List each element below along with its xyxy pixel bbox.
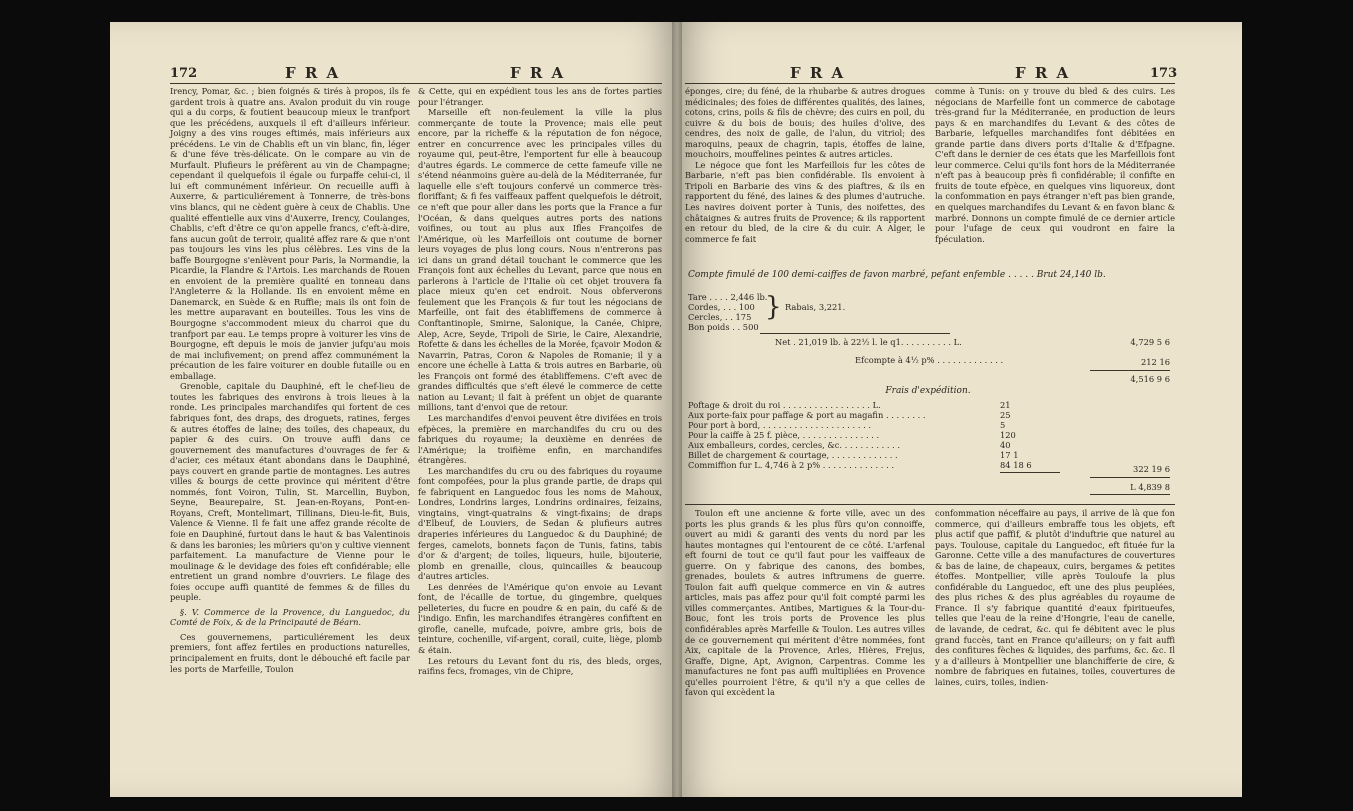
frais-row: Aux porte-faix pour paffage & port au magafin . . . . . . . . — [688, 410, 926, 420]
left-running-head-2: F R A — [510, 64, 566, 82]
escompte-line: Efcompte à 4½ p% . . . . . . . . . . . . . — [855, 355, 1004, 365]
paragraph-marchandises-envoi: Les marchandifes d'envoi peuvent être divifées en trois efpèces, la première en marchandifes du cru ou des fabriques du royaume; la deuxième en denrées de l'Amérique; la troifième enfin, en marchandifes étrangères. — [418, 412, 662, 466]
right-running-head-2: F R A — [1015, 64, 1071, 82]
paragraph-cru-fabriques: Les marchandifes du cru ou des fabriques du royaume font compofées, pour la plus grande partie, de draps qui fe fabriquent en Languedoc fous les noms de Mahoux, Londres, Londrins larges, Londrins ordinaires, feizains, vingtains, vingt-quatrains & vingt-fixains; de draps d'Elbeuf, de Louviers, de Sedan & plufieurs autres draperies inférieures du Languedoc & du Dauphiné; de ferges, camelots, bonnets façon de Tunis, fatins, tabis d'or & d'argent; de toiles, liqueurs, huile, bijouterie, plomb en grenaille, clous, quincailles & beaucoup d'autres articles. — [418, 465, 662, 582]
paragraph-gouvernemens: Ces gouvernemens, particuliérement les deux premiers, font affez fertiles en productions naturelles, principalement en fruits, dont le débouché eft facile par les ports de Marfeille, Toulon — [170, 631, 410, 674]
brace-symbol: } — [765, 292, 782, 322]
frais-row: Poftage & droit du roi . . . . . . . . . . . . . . . . . L. — [688, 400, 881, 410]
right-column-1-top — [685, 86, 925, 286]
grand-total: L 4,839 8 — [1130, 482, 1170, 492]
net-amount: 4,729 5 6 — [1130, 337, 1170, 347]
paragraph-denrees-amerique: Les denrées de l'Amérique qu'on envoie au Levant font, de l'écaille de tortue, du gingembre, quelques pelleteries, du fucre en poudre & en pain, du café & de l'indigo. Enfin, les marchandifes étrangères confiftent en girofle, canelle, mufcade, poivre, ambre gris, bois de teinture, cochenille, vif-argent, corail, cuite, liège, plomb & étain. — [418, 581, 662, 655]
net-rule — [760, 333, 950, 334]
right-page-number: 173 — [1150, 66, 1178, 81]
paragraph-eponges: éponges, cire; du féné, de la rhubarbe & autres drogues médicinales; des foies de différentes qualités, des laines, cotons, crins, poils & fils de chèvre; des cuirs en poil, du cuivre & du bois de bouis; des huiles d'olive, des cendres, des noix de galle, de l'alun, du vitriol; des maroquins, peaux de chagrin, tapis, étoffes de laine, mouchoirs, mouffelines peintes & autres articles. — [685, 86, 925, 160]
tare-row: Tare . . . . 2,446 lb. — [688, 292, 768, 302]
left-column-2 — [418, 86, 662, 786]
left-page-number: 172 — [170, 66, 198, 81]
frais-amount: 17 1 — [1000, 450, 1019, 460]
book-gutter — [672, 22, 682, 797]
subtotal-amount: 4,516 9 6 — [1130, 374, 1170, 384]
right-column-1-bottom — [685, 508, 925, 793]
account-title: Compte fimulé de 100 demi-caiffes de favon marbré, pefant enfemble . . . . . Brut 24,140 lb. — [688, 270, 1106, 280]
left-running-head-1: F R A — [285, 64, 341, 82]
subtotal-rule — [1090, 370, 1170, 371]
frais-amount: 40 — [1000, 440, 1011, 450]
tare-row: Cercles, . . 175 — [688, 312, 752, 322]
escompte-amount: 212 16 — [1140, 357, 1170, 367]
paragraph-cette: & Cette, qui en expédient tous les ans de fortes parties pour l'étranger. — [418, 86, 662, 107]
left-header-rule — [170, 83, 662, 84]
paragraph-marseille: Marseille eft non-feulement la ville la plus commerçante de toute la Provence; mais elle peut encore, par la richeffe & la réputation de fon négoce, entrer en concurrence avec les principales villes du royaume qui, peut-être, l'emportent fur elle à beaucoup d'autres égards. Le commerce de cette fameufe ville ne s'étend néanmoins guère au-delà de la Méditerranée, fur laquelle elle s'eft toujours confervé un commerce très-floriffant; & fi fes vaiffeaux paffent quelquefois le détroit, ce n'eft que pour aller dans les ports que la France a fur l'Océan, & dans quelques autres ports des nations voifines, ou tout au plus aux Ifles Françoifes de l'Amérique, où les Marfeillois ont coutume de borner leurs voyages de plus long cours. Nous n'entrerons pas ici dans un grand détail touchant le commerce que les François font aux échelles du Levant, parce que nous en parlerons à l'article de l'Italie où cet objet trouvera fa place mieux qu'en cet endroit. Nous obferverons feulement que les François & fur tout les négocians de Marfeille, ont fait des établiffemens de commerce à Conftantinople, Smirne, Salonique, la Canée, Chipre, Alep, Acre, Seyde, Tripoli de Sirie, le Caire, Alexandrie, Rofette & dans les échelles de la Morée, fçavoir Modon & Navarrin, Patras, Coron & Napoles de Romanie; il y a encore une échelle à Latta & trois autres en Barbarie, où les François ont formé des établiffemens. C'eft avec de grandes difficultés que s'eft élevé le commerce de cette nation au Levant; il fait à préfent un objet de quarante millions, tant d'envoi que de retour. — [418, 107, 662, 413]
paragraph-grenoble: Grenoble, capitale du Dauphiné, eft le chef-lieu de toutes les fabriques des environs à trois lieues à la ronde. Les principales marchandifes qui fortent de ces fabriques font, des draps, des droguets, ratines, ferges & autres étoffes de laine; des toiles, des chapeaux, du papier & des cuirs. On trouve auffi dans ce gouvernement des manufactures d'ouvrages de fer & d'acier, ces métaux étant abondans dans le Dauphiné, pays couvert en grande partie de montagnes. Les autres villes & bourgs de cette province qui méritent d'être nommés, font Voiron, Tulin, St. Marcellin, Buybon, Seyne, Beaurepaire, St. Jean-en-Royans, Pont-en-Royans, Creft, Montelimart, Tillinans, Dieu-le-fit, Buis, Valence & Vienne. Il fe fait une affez grande récolte de foie en Dauphiné, furtout dans le haut & bas Valentinois & dans les baronies; les mûriers qu'on y cultive viennent parfaitement. La manufacture de Vienne pour le moulinage & le devidage des foies eft confidérable; elle entretient un grand nombre d'ouvriers. Le filage des foies occupe auffi quantité de femmes & de filles du peuple. — [170, 381, 410, 603]
frais-amount: 5 — [1000, 420, 1006, 430]
frais-amount: 84 18 6 — [1000, 460, 1032, 470]
frais-amount: 21 — [1000, 400, 1011, 410]
right-header-rule — [685, 83, 1175, 84]
net-line: Net . 21,019 lb. à 22½ l. le q1. . . . . . . . . . L. — [775, 337, 962, 347]
paragraph-barbarie: Le négoce que font les Marfeillois fur les côtes de Barbarie, n'eft pas bien confidérable. Ils envoient à Tripoli en Barbarie des vins & des piaftres, & ils en rapportent du féné, des laines & des plumes d'autruche. Les navires doivent porter à Tunis, des noifettes, des châtaignes & autres fruits de Provence; & ils rapportent en retour du bled, de la cire & du cuir. A Alger, le commerce fe fait — [685, 159, 925, 244]
paragraph-toulon: Toulon eft une ancienne & forte ville, avec un des ports les plus grands & les plus fûrs qu'on connoiffe, ouvert au midi & garanti des vents du nord par les hautes montagnes qui l'entourent de ce côté. L'arfenal eft fourni de tout ce qu'il faut pour les vaiffeaux de guerre. On y fabrique des canons, des bombes, grenades, boulets & autres inftrumens de guerre. Toulon fait auffi quelque commerce en vin & autres articles, mais pas affez pour qu'il foit compté parmi les villes commerçantes. Antibes, Martigues & la Tour-du-Bouc, font les trois ports de Provence les plus confidérables après Marfeille & Toulon. Les autres villes de ce gouvernement qui méritent d'être nommées, font Aix, capitale de la Provence, Arles, Hières, Frejus, Graffe, Digne, Apt, Avignon, Carpentras. Comme les manufactures ne font pas auffi multipliées en Provence qu'elles pourroient l'être, & qu'il n'y a que celles de favon qui excèdent la — [685, 508, 925, 698]
paragraph-bourgogne-wines: Irency, Pomar, &c. ; bien foignés & tirés à propos, ils fe gardent trois à quatre ans. Avalon produit du vin rouge qui a du corps, & foutient beaucoup mieux le tranfport que les précédens, auxquels il eft d'ailleurs inférieur. Joigny a des vins rouges eftimés, mais inférieurs aux précédens. Le vin de Chablis eft un vin blanc, fin, léger & d'une féve très-délicate. On le compare au vin de Murfault. Plufieurs le préfèrent au vin de Champagne; cependant il quelquefois il égale ou furpaffe celui-ci, il lui eft communément inférieur. On recueille auffi à Auxerre, & particuliérement à Tonnerre, de très-bons vins blancs, qui ne cèdent guère à ceux de Chablis. Une qualité effentielle aux vins d'Auxerre, Irency, Coulanges, Chablis, c'eft d'être ce qu'on appelle francs, c'eft-à-dire, fans aucun goût de terroir, qualité affez rare & que n'ont pas toujours les vins les plus célèbres. Les vins de la baffe Bourgogne s'enlèvent pour Paris, la Normandie, la Picardie, la Flandre & l'Artois. Les marchands de Rouen en envoient de la première qualité en tonneau dans l'Angleterre & la Hollande. Ils en envoient même en Danemarck, en Suède & en Ruffie; mais ils ont foin de les mettre auparavant en bouteilles. Tous les vins de Bourgogne s'accommodent mieux du charroi que du tranfport par eau. Le temps propre à voiturer les vins de Bourgogne, eft depuis le mois de janvier jufqu'au mois de mai inclufivement; on prend affez communément la précaution de les faire voiturer en double futaille ou en emballage. — [170, 86, 410, 381]
frais-row: Pour la caiffe à 25 f. pièce, . . . . . . . . . . . . . . . — [688, 430, 880, 440]
rabais-note: Rabais, 3,221. — [785, 302, 846, 312]
paragraph-toulouse-montpellier: confommation néceffaire au pays, il arrive de là que fon commerce, qui d'ailleurs embraffe tous les objets, eft plus actif que paffif, & plutôt d'induftrie que naturel au pays. Toulouse, capitale du Languedoc, eft fituée fur la Garonne. Cette ville a des manufactures de couvertures & bas de laine, de chapeaux, cuirs, bergames & petites étoffes. Montpellier, ville après Touloufe la plus confidérable du Languedoc, eft une des plus peuplées, des plus riches & des plus agréables du royaume de France. Il s'y fabrique quantité d'eaux fpiritueufes, telles que l'eau de la reine d'Hongrie, l'eau de canelle, de lavande, de cedrat, &c. qui fe débitent avec le plus grand fuccès, tant en France qu'ailleurs; on y fait auffi des confitures fèches & liquides, des parfums, &c. &c. Il y a d'ailleurs à Montpellier une blanchifferie de cire, & nombre de fabriques en futaines, toiles, couvertures de laines, cuirs, toiles, indien- — [935, 508, 1175, 687]
frais-total: 322 19 6 — [1133, 464, 1170, 474]
paragraph-retours-levant: Les retours du Levant font du ris, des bleds, orges, raifins fecs, fromages, vin de Chipre, — [418, 655, 662, 677]
section-rule — [685, 504, 1175, 505]
grand-total-underline — [1090, 494, 1170, 495]
frais-row: Billet de chargement & courtage, . . . . . . . . . . . . . — [688, 450, 898, 460]
tare-row: Bon poids . . 500 — [688, 322, 759, 332]
frais-title: Frais d'expédition. — [885, 386, 971, 396]
grand-total-rule — [1090, 477, 1170, 478]
frais-row: Pour port à bord, . . . . . . . . . . . . . . . . . . . . . — [688, 420, 872, 430]
frais-amount: 25 — [1000, 410, 1011, 420]
frais-rule — [1000, 472, 1060, 473]
paragraph-tunis-cabotage: comme à Tunis: on y trouve du bled & des cuirs. Les négocians de Marfeille font un commerce de cabotage très-grand fur la Méditerranée, en production de leurs pays & en marchandifes du Levant & des côtes de Barbarie, lefquelles marchandifes font débitées en grande partie dans divers ports d'Italie & d'Efpagne. C'eft dans le dernier de ces états que les Marfeillois font leur commerce. Celui qu'ils font hors de la Méditerranée n'eft pas à beaucoup près fi confidérable; il confifte en fruits de toute efpèce, en quelques vins liquoreux, dont la confommation en pays étranger n'eft pas bien grande, en quelques marchandifes du Levant & en favon blanc & marbré. Donnons un compte fimulé de ce dernier article pour l'ufage de ceux qui voudront en faire la fpéculation. — [935, 86, 1175, 244]
right-column-2-bottom — [935, 508, 1175, 793]
section-heading-provence: §. V. Commerce de la Provence, du Languedoc, du Comté de Foix, & de la Principauté de Béarn. — [170, 606, 410, 628]
frais-row: Commiffion fur L. 4,746 à 2 p% . . . . . . . . . . . . . . — [688, 460, 894, 470]
right-column-2-top — [935, 86, 1175, 286]
left-column-1 — [170, 86, 410, 786]
frais-row: Aux emballeurs, cordes, cercles, &c. . . . . . . . . . . . — [688, 440, 901, 450]
right-running-head-1: F R A — [790, 64, 846, 82]
tare-row: Cordes, . . . 100 — [688, 302, 755, 312]
frais-amount: 120 — [1000, 430, 1016, 440]
